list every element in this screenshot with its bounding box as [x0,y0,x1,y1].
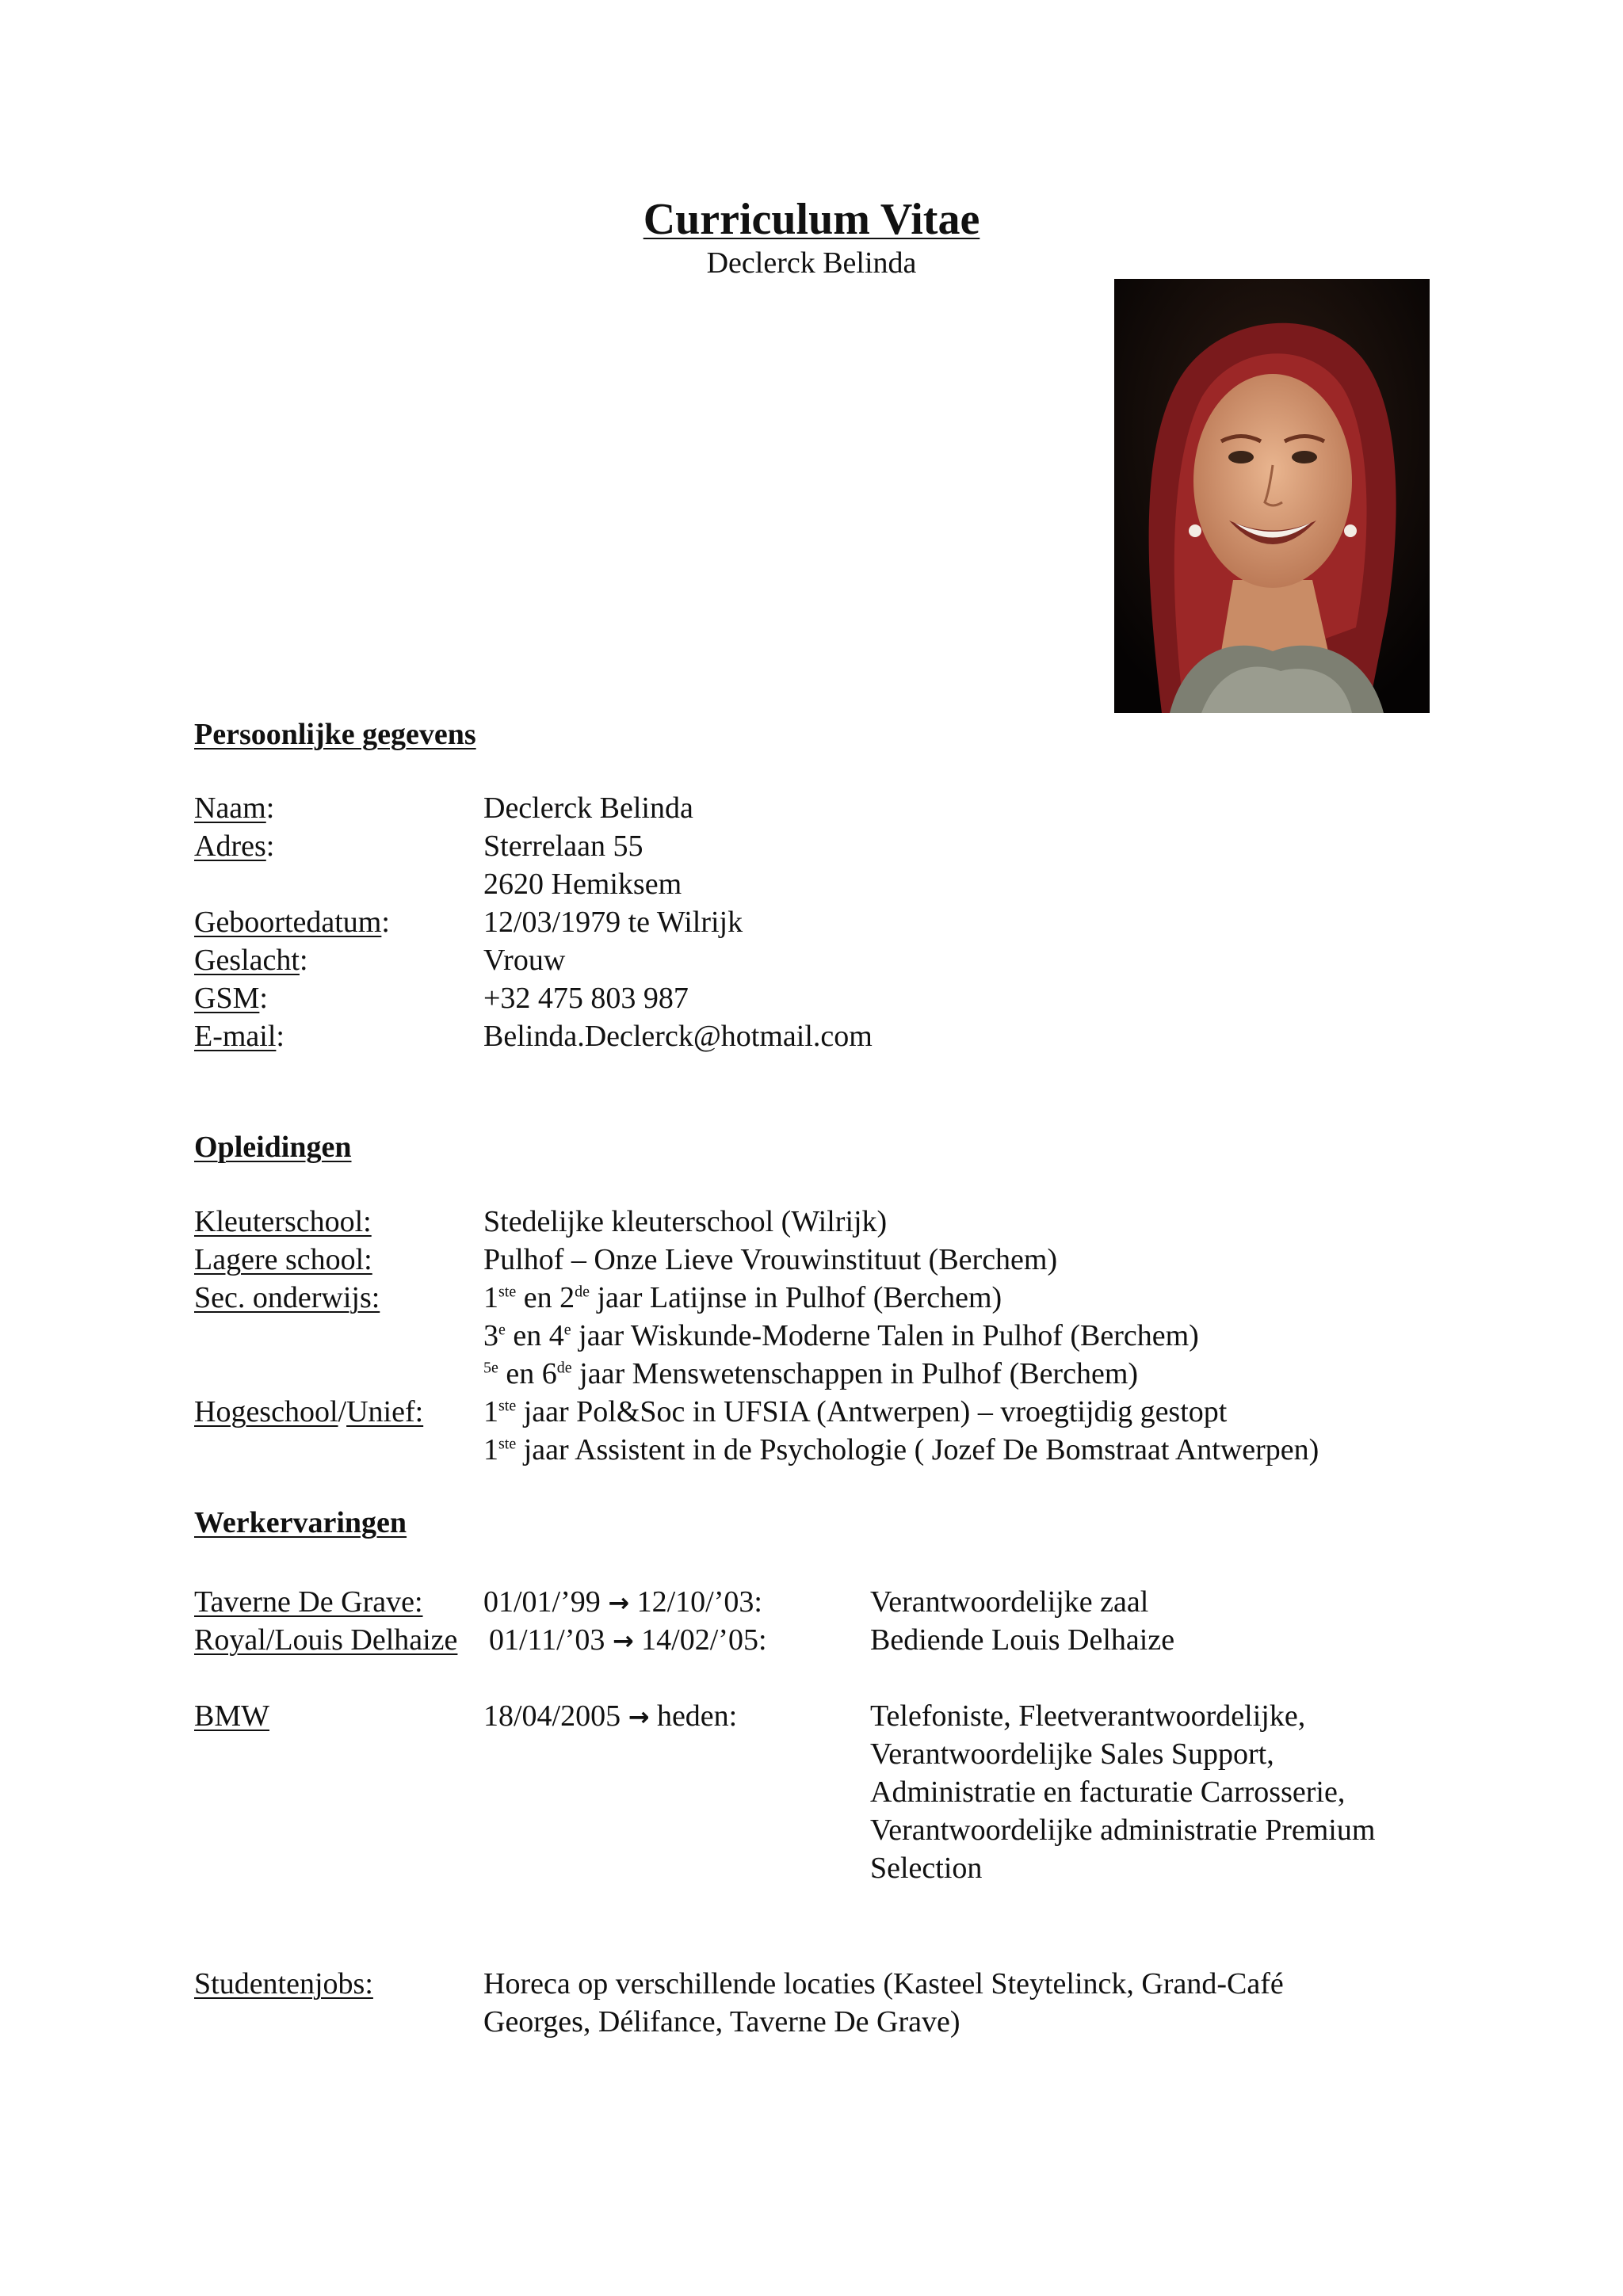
value-lagere-school: Pulhof – Onze Lieve Vrouwinstituut (Berchem) [483,1243,1058,1276]
value-naam: Declerck Belinda [483,791,693,825]
value-studentenjobs-line-1: Horeca op verschillende locaties (Kasteel Steytelinck, Grand-Café [483,1967,1284,2000]
right-arrow-icon: → [628,1702,650,1732]
document-title: Curriculum Vitae [643,195,980,244]
value-sec-2: 3e en 4e jaar Wiskunde-Moderne Talen in Pulhof (Berchem) [483,1319,1199,1352]
job-role-line: Verantwoordelijke administratie Premium [870,1814,1376,1847]
job-employer: Royal/Louis Delhaize [194,1623,458,1657]
value-geboortedatum: 12/03/1979 te Wilrijk [483,906,743,939]
label-lagere-school: Lagere school: [194,1243,372,1276]
label-adres: Adres: [194,830,275,863]
portrait-photo-icon [1114,279,1430,713]
job-role-line: Verantwoordelijke Sales Support, [870,1737,1274,1771]
job-role: Verantwoordelijke zaal [870,1585,1149,1619]
label-hogeschool-unief: Hogeschool/Unief: [194,1395,424,1428]
job-role-line: Selection [870,1852,983,1885]
right-arrow-icon: → [608,1588,630,1618]
value-sec-3: $^{5e}$ en 6de jaar Menswetenschappen in Pulhof (Berchem) [483,1357,1139,1390]
label-geslacht: Geslacht: [194,944,308,977]
label-email: E-mail: [194,1020,285,1053]
label-naam: Naam: [194,791,275,825]
job-role: Bediende Louis Delhaize [870,1623,1175,1657]
section-heading-work: Werkervaringen [194,1506,407,1539]
label-gsm: GSM: [194,982,268,1015]
value-adres-city: 2620 Hemiksem [483,868,682,901]
value-studentenjobs-line-2: Georges, Délifance, Taverne De Grave) [483,2005,960,2039]
label-studentenjobs: Studentenjobs: [194,1967,373,2000]
value-geslacht: Vrouw [483,944,566,977]
value-gsm: +32 475 803 987 [483,982,689,1015]
value-email[interactable]: Belinda.Declerck@hotmail.com [483,1020,873,1053]
value-hoge-1: 1ste jaar Pol&Soc in UFSIA (Antwerpen) – vroegtijdig gestopt [483,1395,1228,1428]
value-kleuterschool: Stedelijke kleuterschool (Wilrijk) [483,1205,888,1238]
job-employer: Taverne De Grave: [194,1585,423,1619]
job-role-line: Administratie en facturatie Carrosserie, [870,1775,1346,1809]
portrait-photo [1114,279,1430,713]
section-heading-education: Opleidingen [194,1131,352,1164]
label-kleuterschool: Kleuterschool: [194,1205,372,1238]
document-subtitle: Declerck Belinda [706,246,917,280]
right-arrow-icon: → [612,1626,634,1656]
job-period: 18/04/2005 → heden: [483,1699,738,1733]
job-period: 01/01/’99 → 12/10/’03: [483,1585,762,1619]
job-role-line: Telefoniste, Fleetverantwoordelijke, [870,1699,1306,1733]
value-adres-street: Sterrelaan 55 [483,830,643,863]
section-heading-personal: Persoonlijke gegevens [194,718,476,751]
job-period: 01/11/’03 → 14/02/’05: [489,1623,767,1657]
value-hoge-2: 1ste jaar Assistent in de Psychologie ( Jozef De Bomstraat Antwerpen) [483,1433,1319,1466]
job-employer: BMW [194,1699,269,1733]
label-sec-onderwijs: Sec. onderwijs: [194,1281,380,1314]
label-geboortedatum: Geboortedatum: [194,906,390,939]
value-sec-1: 1ste en 2de jaar Latijnse in Pulhof (Berchem) [483,1281,1002,1314]
